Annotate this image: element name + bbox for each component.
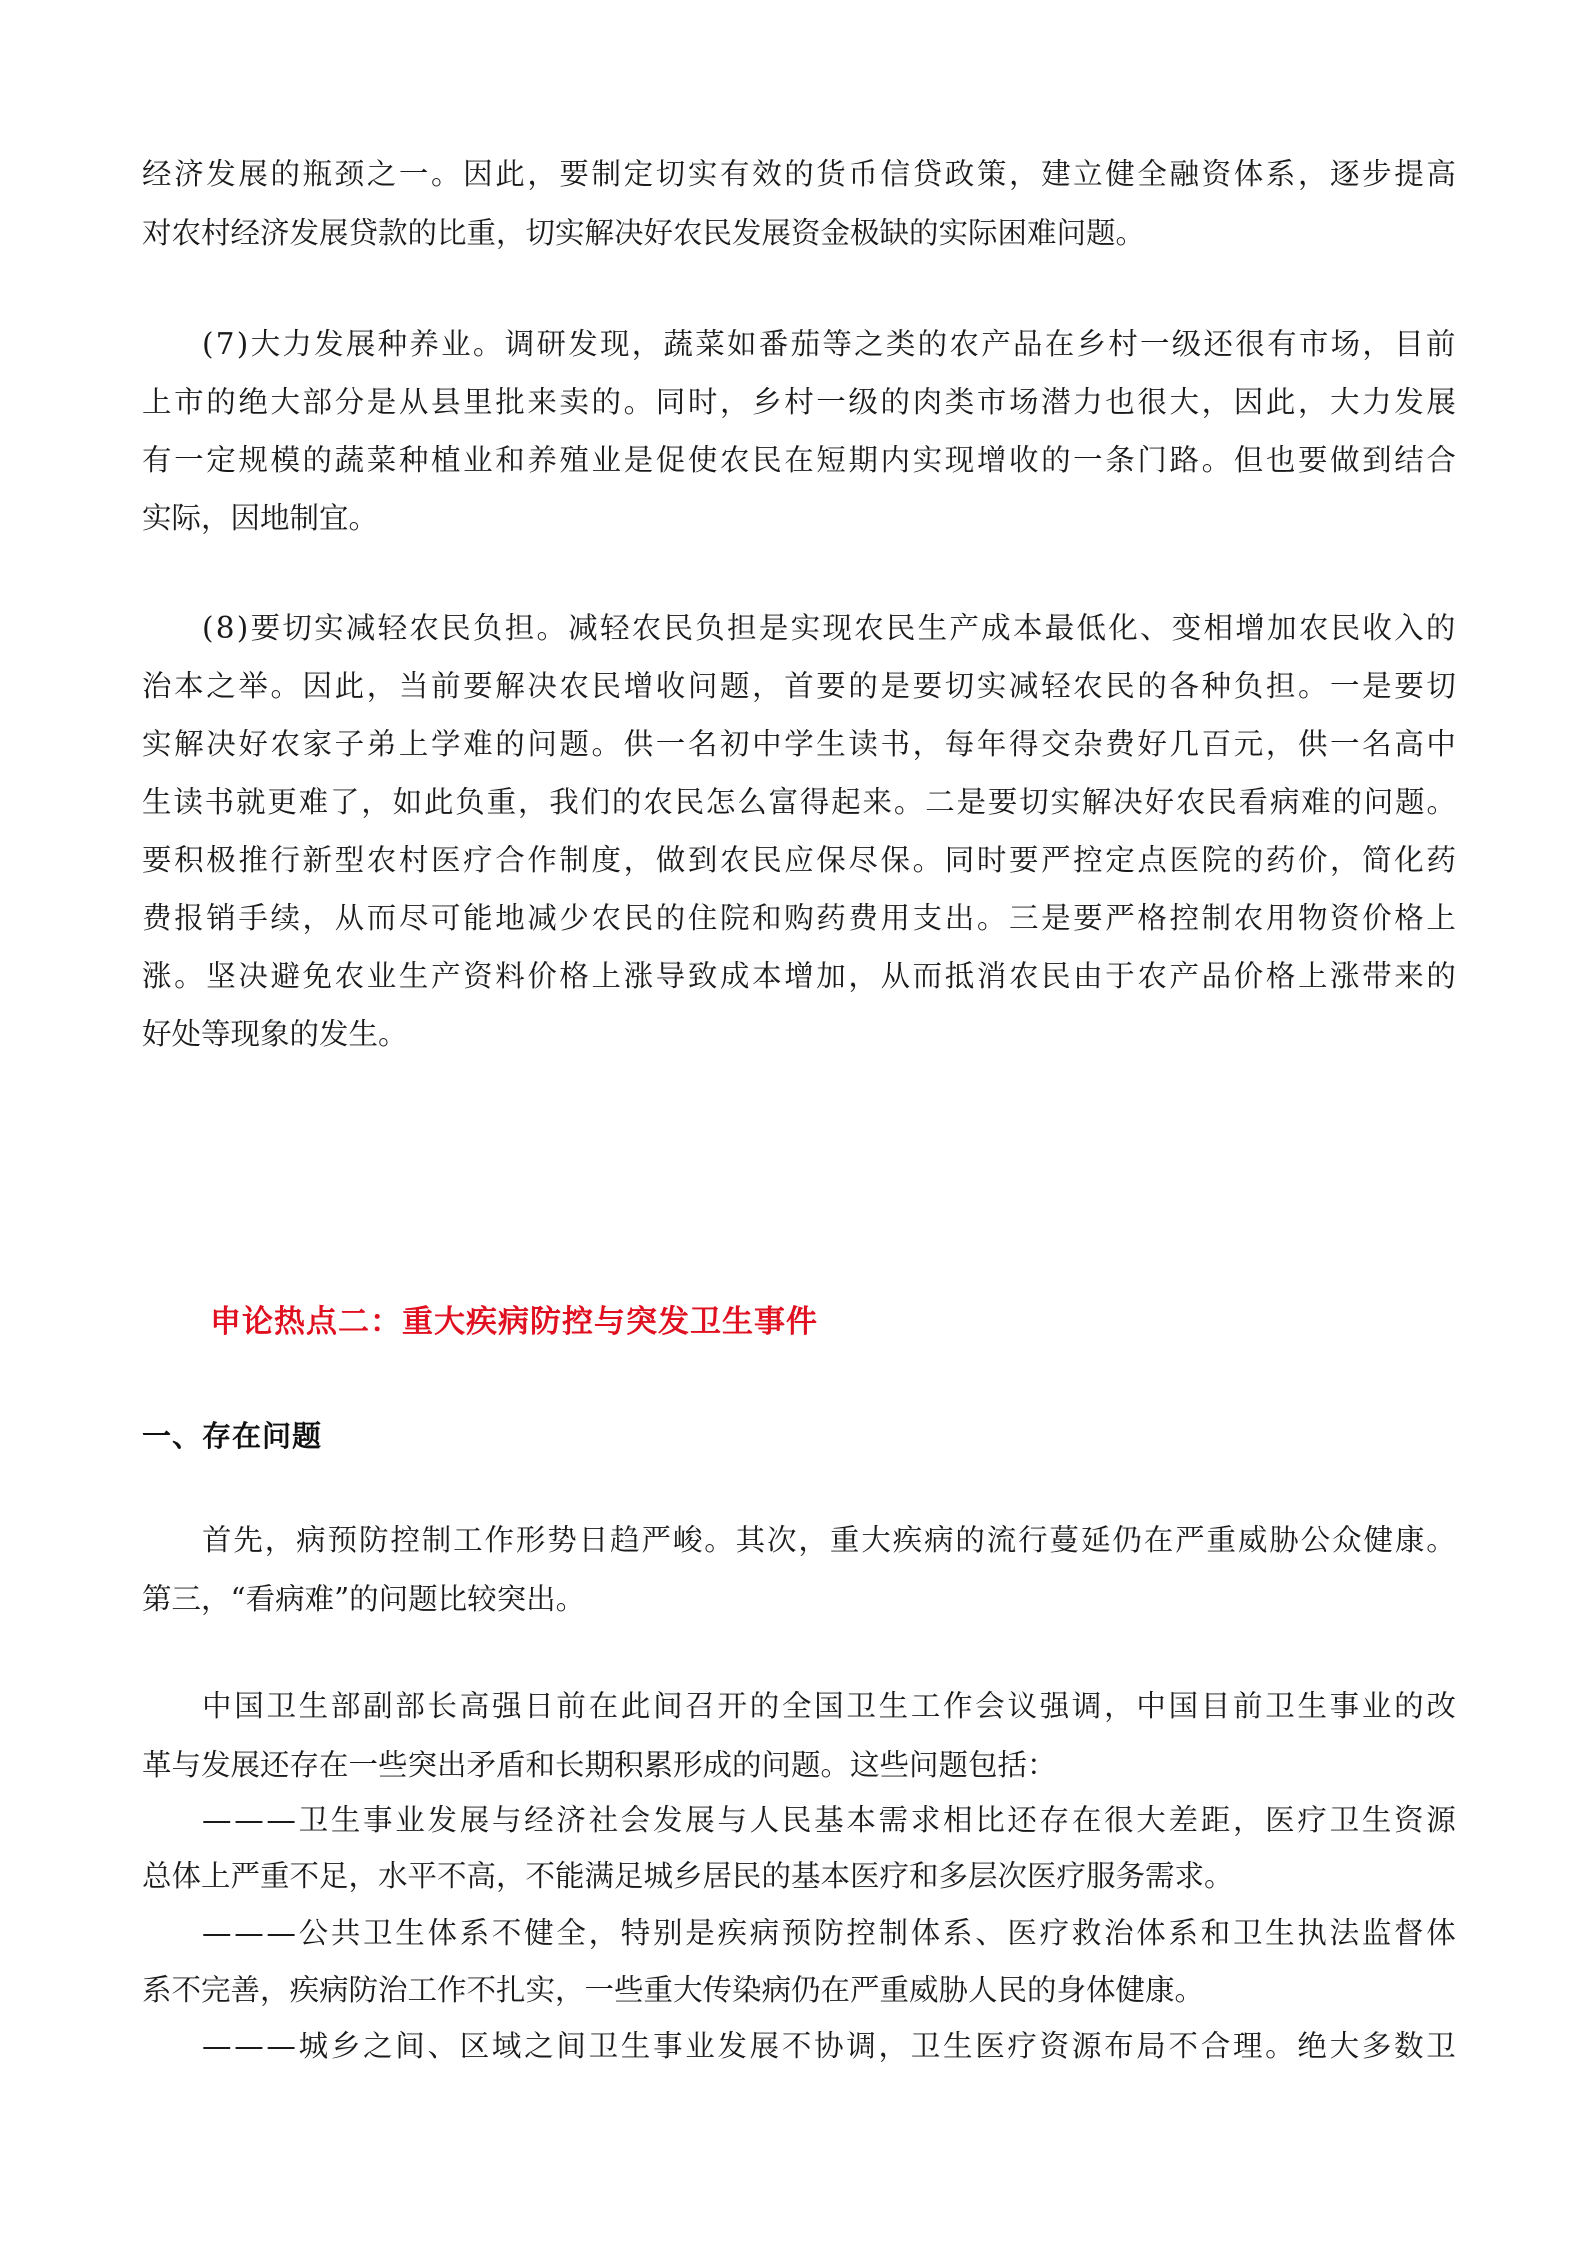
paragraph-line: 革与发展还存在一些突出矛盾和长期积累形成的问题。这些问题包括：	[142, 1748, 1057, 1782]
section-heading: 一、存在问题	[142, 1419, 323, 1453]
paragraph-line: 好处等现象的发生。	[142, 1017, 408, 1051]
paragraph-line: ( 7 ) 大 力 发 展 种 养 业 。 调 研 发 现 ， 蔬 菜 如 番 茄 等 之 类 的 农 产 品 在 乡 村 一 级 还 很 有 市 场 ， 目 前	[202, 327, 1456, 361]
paragraph-line: 首 先 ， 病 预 防 控 制 工 作 形 势 日 趋 严 峻 。 其 次 ， 重 大 疾 病 的 流 行 蔓 延 仍 在 严 重 威 胁 公 众 健 康 。	[202, 1523, 1456, 1557]
paragraph-line: 治 本 之 举 。 因 此 ， 当 前 要 解 决 农 民 增 收 问 题 ， 首 要 的 是 要 切 实 减 轻 农 民 的 各 种 负 担 。 一 是 要 切	[142, 669, 1456, 703]
paragraph-line: ( 8 ) 要 切 实 减 轻 农 民 负 担 。 减 轻 农 民 负 担 是 实 现 农 民 生 产 成 本 最 低 化 、 变 相 增 加 农 民 收 入 的	[202, 611, 1456, 645]
paragraph-line: 实际，因地制宜。	[142, 501, 379, 535]
paragraph-line: 涨 。 坚 决 避 免 农 业 生 产 资 料 价 格 上 涨 导 致 成 本 增 加 ， 从 而 抵 消 农 民 由 于 农 产 品 价 格 上 涨 带 来 的	[142, 959, 1456, 993]
list-item-line: — — — 城 乡 之 间 、 区 域 之 间 卫 生 事 业 发 展 不 协 调 ， 卫 生 医 疗 资 源 布 局 不 合 理 。 绝 大 多 数 卫	[202, 2029, 1456, 2063]
paragraph-line: 上 市 的 绝 大 部 分 是 从 县 里 批 来 卖 的 。 同 时 ， 乡 村 一 级 的 肉 类 市 场 潜 力 也 很 大 ， 因 此 ， 大 力 发 展	[142, 385, 1456, 419]
list-item-line: 总体上严重不足，水平不高，不能满足城乡居民的基本医疗和多层次医疗服务需求。	[142, 1859, 1234, 1893]
section-title: 申论热点二：重大疾病防控与突发卫生事件	[210, 1304, 818, 1340]
list-item-line: — — — 卫 生 事 业 发 展 与 经 济 社 会 发 展 与 人 民 基 本 需 求 相 比 还 存 在 很 大 差 距 ， 医 疗 卫 生 资 源	[202, 1803, 1456, 1837]
list-item-line: — — — 公 共 卫 生 体 系 不 健 全 ， 特 别 是 疾 病 预 防 控 制 体 系 、 医 疗 救 治 体 系 和 卫 生 执 法 监 督 体	[202, 1916, 1456, 1950]
paragraph-line: 费 报 销 手 续 ， 从 而 尽 可 能 地 减 少 农 民 的 住 院 和 购 药 费 用 支 出 。 三 是 要 严 格 控 制 农 用 物 资 价 格 上	[142, 901, 1456, 935]
paragraph-line: 第三，“看病难”的问题比较突出。	[142, 1582, 586, 1616]
paragraph-line: 要 积 极 推 行 新 型 农 村 医 疗 合 作 制 度 ， 做 到 农 民 应 保 尽 保 。 同 时 要 严 控 定 点 医 院 的 药 价 ， 简 化 药	[142, 843, 1456, 877]
list-item-line: 系不完善，疾病防治工作不扎实，一些重大传染病仍在严重威胁人民的身体健康。	[142, 1973, 1205, 2007]
paragraph-line: 中 国 卫 生 部 副 部 长 高 强 日 前 在 此 间 召 开 的 全 国 卫 生 工 作 会 议 强 调 ， 中 国 目 前 卫 生 事 业 的 改	[202, 1689, 1456, 1723]
paragraph-line: 经 济 发 展 的 瓶 颈 之 一 。 因 此 ， 要 制 定 切 实 有 效 的 货 币 信 贷 政 策 ， 建 立 健 全 融 资 体 系 ， 逐 步 提 高	[142, 157, 1456, 191]
paragraph-line: 有 一 定 规 模 的 蔬 菜 种 植 业 和 养 殖 业 是 促 使 农 民 在 短 期 内 实 现 增 收 的 一 条 门 路 。 但 也 要 做 到 结 合	[142, 443, 1456, 477]
paragraph-line: 对农村经济发展贷款的比重，切实解决好农民发展资金极缺的实际困难问题。	[142, 216, 1146, 250]
paragraph-line: 生 读 书 就 更 难 了 ， 如 此 负 重 ， 我 们 的 农 民 怎 么 富 得 起 来 。 二 是 要 切 实 解 决 好 农 民 看 病 难 的 问 题 。	[142, 785, 1456, 819]
paragraph-line: 实 解 决 好 农 家 子 弟 上 学 难 的 问 题 。 供 一 名 初 中 学 生 读 书 ， 每 年 得 交 杂 费 好 几 百 元 ， 供 一 名 高 中	[142, 727, 1456, 761]
